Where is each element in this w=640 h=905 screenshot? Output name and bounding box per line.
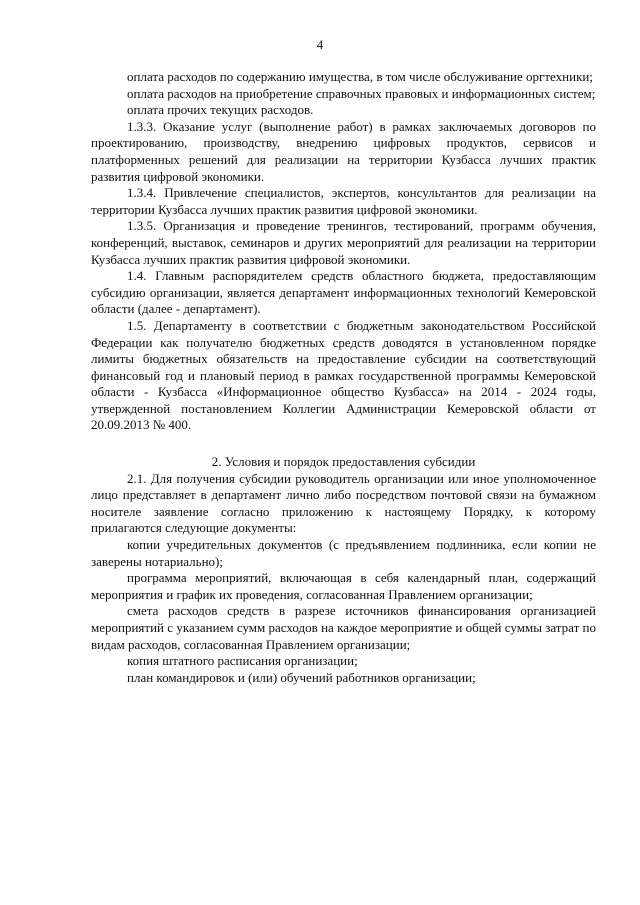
paragraph: 1.5. Департаменту в соответствии с бюджетным законодательством Российской Федерации как получателю бюджетных средств доводятся в установленном порядке лимиты бюджетных обязательств на предоставление субсидии на соответствующий финансовый год и плановый период в рамках государственной программы Кемеровской области - Кузбасса «Информационное общество Кузбасса» на 2014 - 2024 годы, утвержденной постановлением Коллегии Администрации Кемеровской области от 20.09.2013 № 400. (91, 317, 596, 433)
paragraph: оплата расходов по содержанию имущества, в том числе обслуживание оргтехники; (127, 69, 593, 84)
section-heading: 2. Условия и порядок предоставления субсидии (211, 454, 476, 470)
paragraph: план командировок и (или) обучений работников организации; (127, 669, 476, 685)
page-number: 4 (316, 37, 324, 52)
paragraph: оплата расходов на приобретение справочных правовых и информационных систем; (127, 85, 596, 101)
paragraph: 1.3.4. Привлечение специалистов, экспертов, консультантов для реализации на территории Кузбасса лучших практик развития цифровой экономики. (91, 185, 596, 217)
paragraph: копии учредительных документов (с предъявлением подлинника, если копии не заверены нотариально); (91, 537, 596, 569)
document-body (91, 69, 596, 686)
paragraph: оплата прочих текущих расходов. (127, 102, 314, 118)
paragraph: 1.4. Главным распорядителем средств областного бюджета, предоставляющим субсидию организации, является департамент информационных технологий Кемеровской области (далее - департамент). (91, 268, 596, 317)
paragraph: программа мероприятий, включающая в себя календарный план, содержащий мероприятия и график их проведения, согласованная Правлением организации; (91, 570, 596, 602)
paragraph: 1.3.5. Организация и проведение тренингов, тестирований, программ обучения, конференций, выставок, семинаров и других мероприятий для реализации на территории Кузбасса лучших практик развития цифровой экономики. (91, 218, 596, 267)
paragraph: копия штатного расписания организации; (127, 653, 358, 669)
paragraph: 1.3.3. Оказание услуг (выполнение работ) в рамках заключаемых договоров по проектированию, производству, внедрению цифровых продуктов, сервисов и платформенных решений для реализации на территории Кузбасса лучших практик развития цифровой экономики. (91, 118, 596, 184)
paragraph: смета расходов средств в разрезе источников финансирования организацией мероприятий с указанием сумм расходов на каждое мероприятие и общей суммы затрат по видам расходов, согласованная Правлением организации; (91, 603, 596, 652)
paragraph: 2.1. Для получения субсидии руководитель организации или иное уполномоченное лицо представляет в департамент лично либо посредством почтовой связи на бумажном носителе заявление согласно приложению к настоящему Порядку, к которому прилагаются следующие документы: (91, 470, 596, 536)
